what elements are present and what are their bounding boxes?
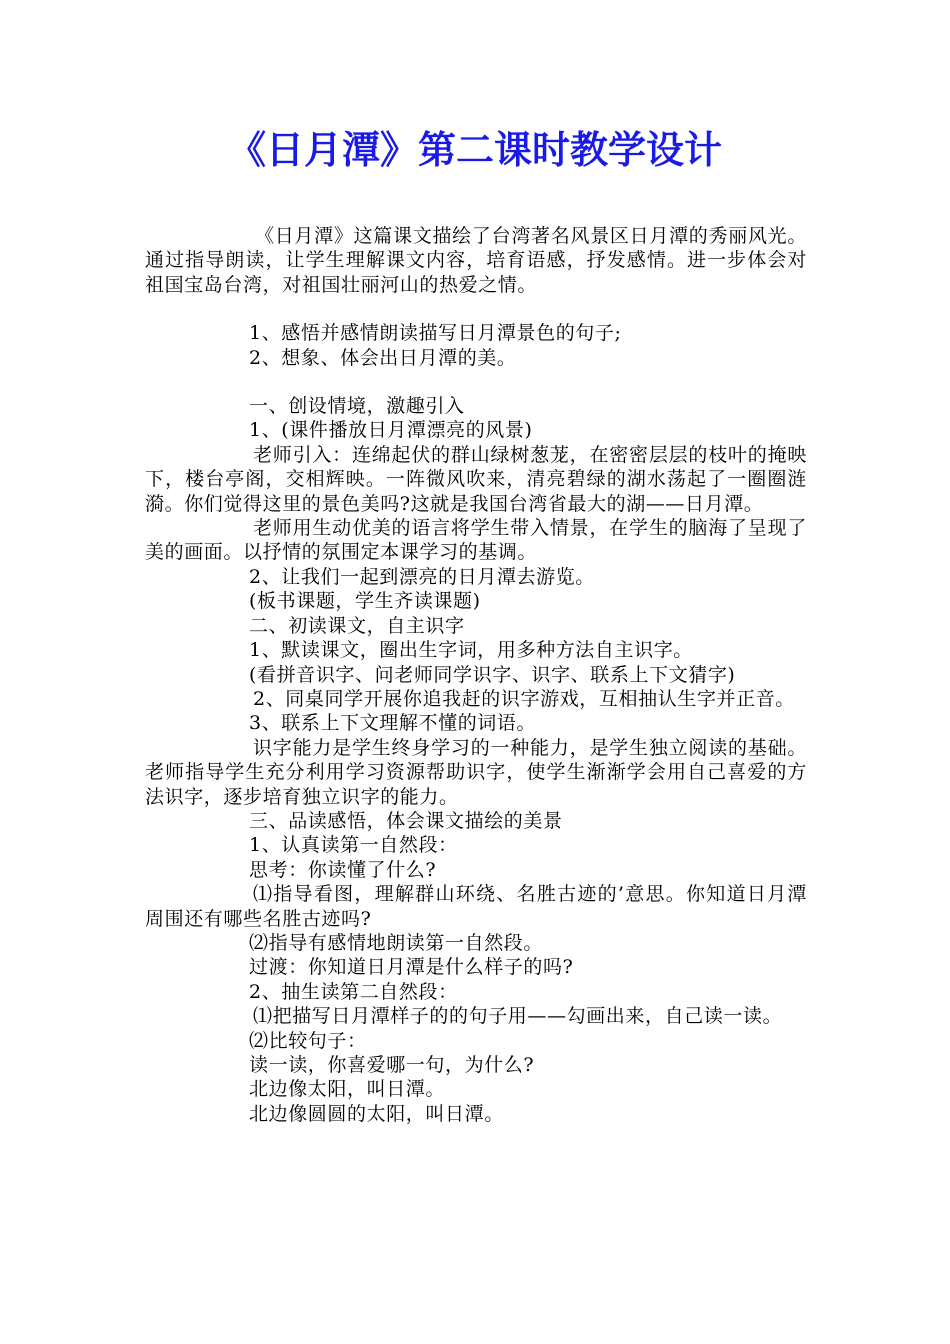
step-line: 2、让我们一起到漂亮的日月潭去游览。 (249, 565, 595, 588)
document-title: 《日月潭》第二课时教学设计 (227, 128, 722, 172)
paragraph: ⑴把描写日月潭样子的的句子用——勾画出来，自己读一读。 (253, 1005, 783, 1028)
example-sentence: 北边像圆圆的太阳，叫日潭。 (249, 1102, 504, 1125)
section-heading: 一、创设情境，激趣引入 (249, 395, 465, 418)
note-line: (看拼音识字、问老师同学识字、识字、联系上下文猜字) (249, 663, 736, 686)
goal-item: 1、感悟并感情朗读描写日月潭景色的句子; (249, 322, 622, 345)
document-body (145, 224, 807, 1126)
example-sentence: 北边像太阳，叫日潭。 (249, 1078, 446, 1101)
section-heading: 二、初读课文，自主识字 (249, 614, 465, 637)
paragraph: 老师引入：连绵起伏的群山绿树葱茏，在密密层层的枝叶的掩映下，楼台亭阁，交相辉映。一阵微风吹来，清亮碧绿的湖水荡起了一圈圈涟漪。你们觉得这里的景色美吗?这就是我国台湾省最大的湖——日月潭。 (145, 443, 807, 515)
goal-item: 2、想象、体会出日月潭的美。 (249, 346, 517, 369)
intro-paragraph: 《日月潭》这篇课文描绘了台湾著名风景区日月潭的秀丽风光。通过指导朗读，让学生理解课文内容，培育语感，抒发感情。进一步体会对祖国宝岛台湾，对祖国壮丽河山的热爱之情。 (145, 225, 807, 296)
paragraph: 老师用生动优美的语言将学生带入情景，在学生的脑海了呈现了美的画面。以抒情的氛围定本课学习的基调。 (145, 517, 807, 564)
spacer (145, 370, 807, 394)
step-line: 2、抽生读第二自然段： (249, 980, 458, 1003)
step-line: 1、认真读第一自然段： (249, 834, 458, 857)
question-line: 读一读，你喜爱哪一句，为什么? (249, 1054, 535, 1076)
spacer (145, 297, 807, 321)
step-line: ⑵比较句子： (249, 1029, 367, 1052)
step-line: 1、(课件播放日月潭漂亮的风景) (249, 419, 533, 442)
question-line: 思考：你读懂了什么? (249, 858, 437, 881)
section-heading: 三、品读感悟，体会课文描绘的美景 (249, 809, 563, 832)
step-line: ⑵指导有感情地朗读第一自然段。 (249, 931, 544, 954)
step-line: 3、联系上下文理解不懂的词语。 (249, 712, 537, 735)
paragraph: 2、同桌同学开展你追我赶的识字游戏，互相抽认生字并正音。 (253, 687, 795, 710)
step-line: 1、默读课文，圈出生字词，用多种方法自主识字。 (249, 639, 693, 662)
paragraph: 识字能力是学生终身学习的一种能力，是学生独立阅读的基础。老师指导学生充分利用学习资源帮助识字，使学生渐渐学会用自己喜爱的方法识字，逐步培育独立识字的能力。 (145, 736, 807, 808)
transition-line: 过渡：你知道日月潭是什么样子的吗? (249, 956, 574, 979)
note-line: (板书课题，学生齐读课题) (249, 590, 481, 613)
paragraph: ⑴指导看图，理解群山环绕、名胜古迹的’意思。你知道日月潭周围还有哪些名胜古迹吗? (145, 883, 807, 930)
